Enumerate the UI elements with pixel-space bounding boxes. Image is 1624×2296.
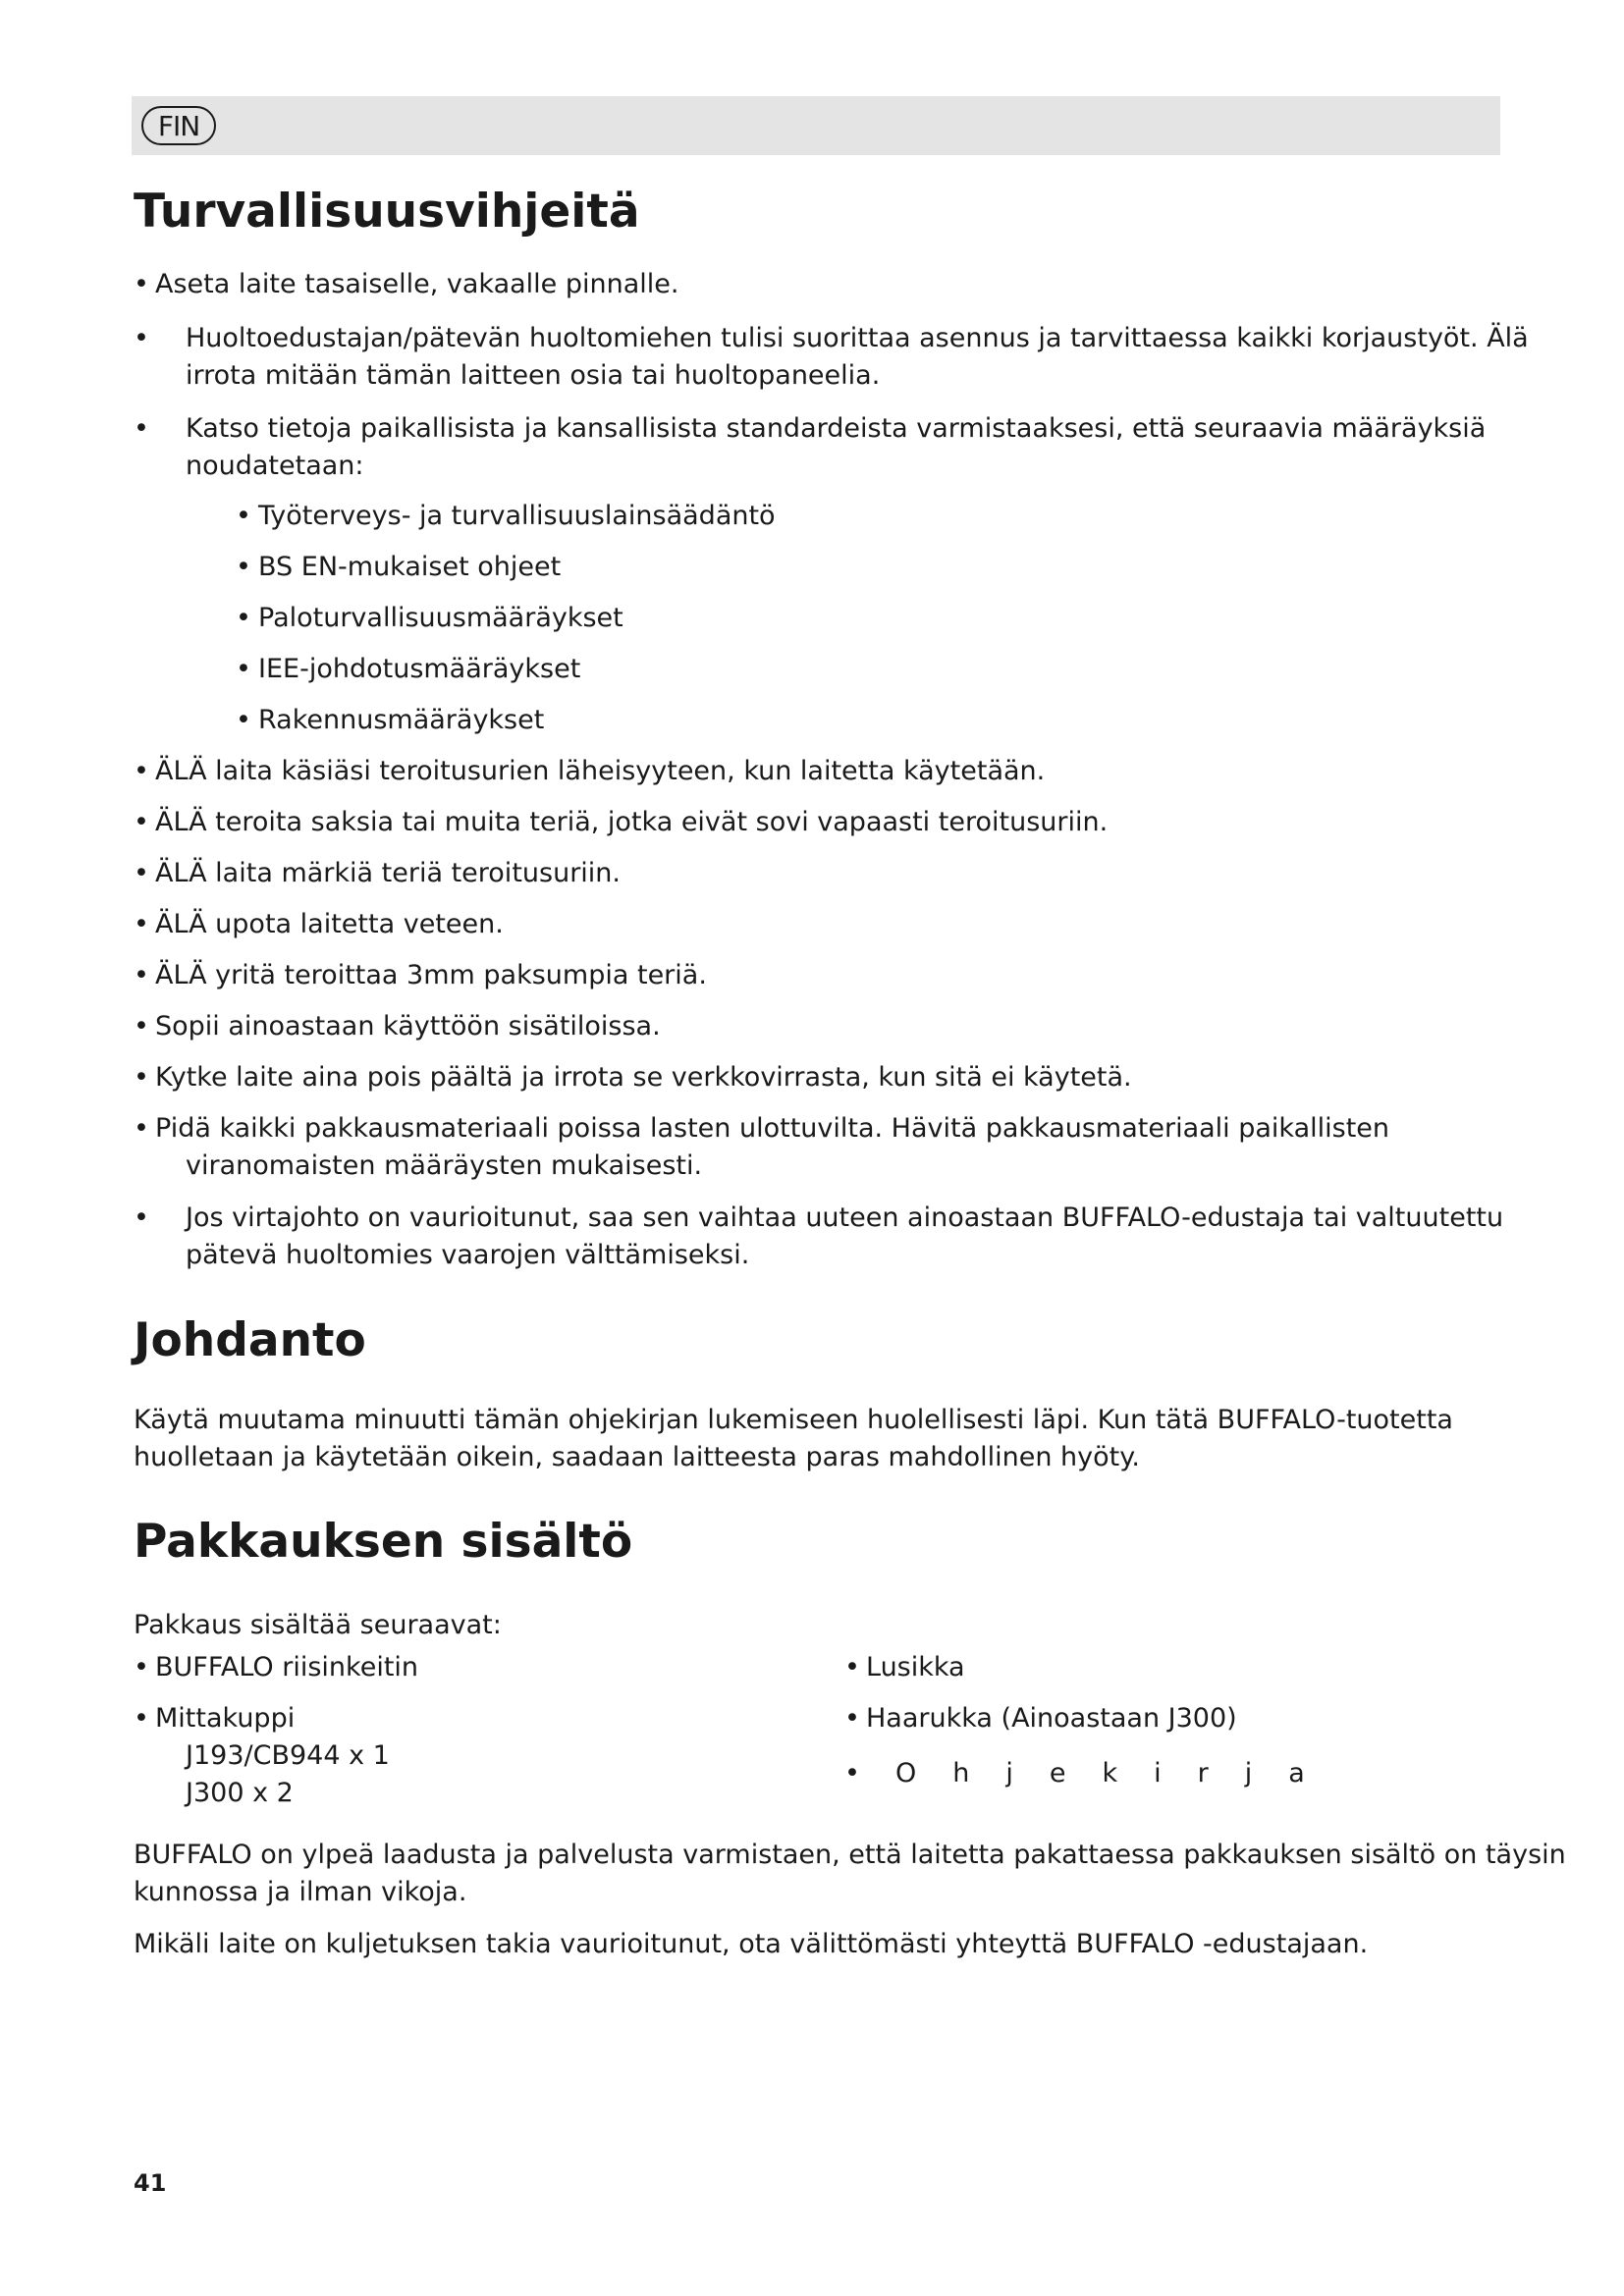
intro-paragraph: huolletaan ja käytetään oikein, saadaan laitteesta paras mahdollinen hyöty. — [134, 1442, 1140, 1472]
safety-item: Pidä kaikki pakkausmateriaali poissa lasten ulottuvilta. Hävitä pakkausmateriaali paikallisten — [155, 1113, 1390, 1144]
bullet: • — [134, 1202, 149, 1233]
bullet: • — [134, 323, 149, 353]
safety-item: ÄLÄ laita käsiäsi teroitusurien läheisyyteen, kun laitetta käytetään. — [155, 756, 1046, 786]
safety-item: Huoltoedustajan/pätevän huoltomiehen tulisi suorittaa asennus ja tarvittaessa kaikki korjaustyöt. Älä — [186, 323, 1529, 353]
bullet: • — [134, 807, 149, 837]
safety-item-continued: viranomaisten määräysten mukaisesti. — [186, 1150, 703, 1181]
contents-item: BUFFALO riisinkeitin — [155, 1652, 419, 1682]
regulation-item: BS EN-mukaiset ohjeet — [258, 552, 562, 582]
regulation-item: Rakennusmääräykset — [258, 705, 545, 735]
safety-item: ÄLÄ yritä teroittaa 3mm paksumpia teriä. — [155, 960, 707, 990]
bullet: • — [134, 413, 149, 444]
safety-item-continued: noudatetaan: — [186, 451, 364, 481]
safety-item: Sopii ainoastaan käyttöön sisätiloissa. — [155, 1011, 661, 1041]
regulation-item: Työterveys- ja turvallisuuslainsäädäntö — [258, 501, 776, 531]
contents-item: Lusikka — [866, 1652, 965, 1682]
bullet: • — [134, 1652, 149, 1682]
contents-item: Ohjekirja — [895, 1758, 1341, 1789]
bullet: • — [236, 501, 251, 531]
contents-item: Mittakuppi — [155, 1703, 296, 1734]
bullet: • — [134, 1062, 149, 1093]
bullet: • — [134, 960, 149, 990]
regulation-item: Paloturvallisuusmääräykset — [258, 603, 623, 633]
safety-item-continued: irrota mitään tämän laitteen osia tai huoltopaneelia. — [186, 360, 881, 391]
bullet: • — [134, 909, 149, 939]
contents-item: Haarukka (Ainoastaan J300) — [866, 1703, 1237, 1734]
bullet: • — [236, 552, 251, 582]
bullet: • — [134, 1113, 149, 1144]
safety-item: ÄLÄ laita märkiä teriä teroitusuriin. — [155, 858, 621, 888]
language-badge: FIN — [141, 106, 216, 145]
bullet: • — [844, 1652, 860, 1682]
bullet: • — [844, 1703, 860, 1734]
safety-item: Katso tietoja paikallisista ja kansallisista standardeista varmistaaksesi, että seuraavia määräyksiä — [186, 413, 1487, 444]
intro-title: Johdanto — [134, 1313, 366, 1367]
contents-subitem: J193/CB944 x 1 — [186, 1740, 390, 1771]
contents-lead: Pakkaus sisältää seuraavat: — [134, 1610, 502, 1640]
bullet: • — [134, 858, 149, 888]
bullet: • — [844, 1758, 860, 1789]
safety-item: Aseta laite tasaiselle, vakaalle pinnalle. — [155, 269, 679, 299]
safety-title: Turvallisuusvihjeitä — [134, 185, 640, 239]
bullet: • — [134, 1703, 149, 1734]
bullet: • — [134, 269, 149, 299]
safety-item: Jos virtajohto on vaurioitunut, saa sen vaihtaa uuteen ainoastaan BUFFALO-edustaja tai valtuutettu — [186, 1202, 1504, 1233]
safety-item: Kytke laite aina pois päältä ja irrota se verkkovirrasta, kun sitä ei käytetä. — [155, 1062, 1132, 1093]
safety-item: ÄLÄ teroita saksia tai muita teriä, jotka eivät sovi vapaasti teroitusuriin. — [155, 807, 1109, 837]
contents-subitem: J300 x 2 — [186, 1778, 294, 1808]
contents-paragraph: Mikäli laite on kuljetuksen takia vaurioitunut, ota välittömästi yhteyttä BUFFALO -edustajaan. — [134, 1929, 1369, 1959]
safety-item: ÄLÄ upota laitetta veteen. — [155, 909, 504, 939]
regulation-item: IEE-johdotusmääräykset — [258, 654, 581, 684]
bullet: • — [236, 603, 251, 633]
contents-title: Pakkauksen sisältö — [134, 1515, 633, 1569]
bullet: • — [236, 654, 251, 684]
safety-item-continued: pätevä huoltomies vaarojen välttämiseksi. — [186, 1240, 750, 1270]
bullet: • — [134, 1011, 149, 1041]
language-bar — [132, 96, 1500, 155]
contents-paragraph: kunnossa ja ilman vikoja. — [134, 1877, 467, 1907]
bullet: • — [134, 756, 149, 786]
intro-paragraph: Käytä muutama minuutti tämän ohjekirjan lukemiseen huolellisesti läpi. Kun tätä BUFFALO-tuotetta — [134, 1405, 1453, 1435]
bullet: • — [236, 705, 251, 735]
page-number: 41 — [134, 2169, 167, 2197]
contents-paragraph: BUFFALO on ylpeä laadusta ja palvelusta varmistaen, että laitetta pakattaessa pakkauksen sisältö on täysin — [134, 1840, 1566, 1870]
